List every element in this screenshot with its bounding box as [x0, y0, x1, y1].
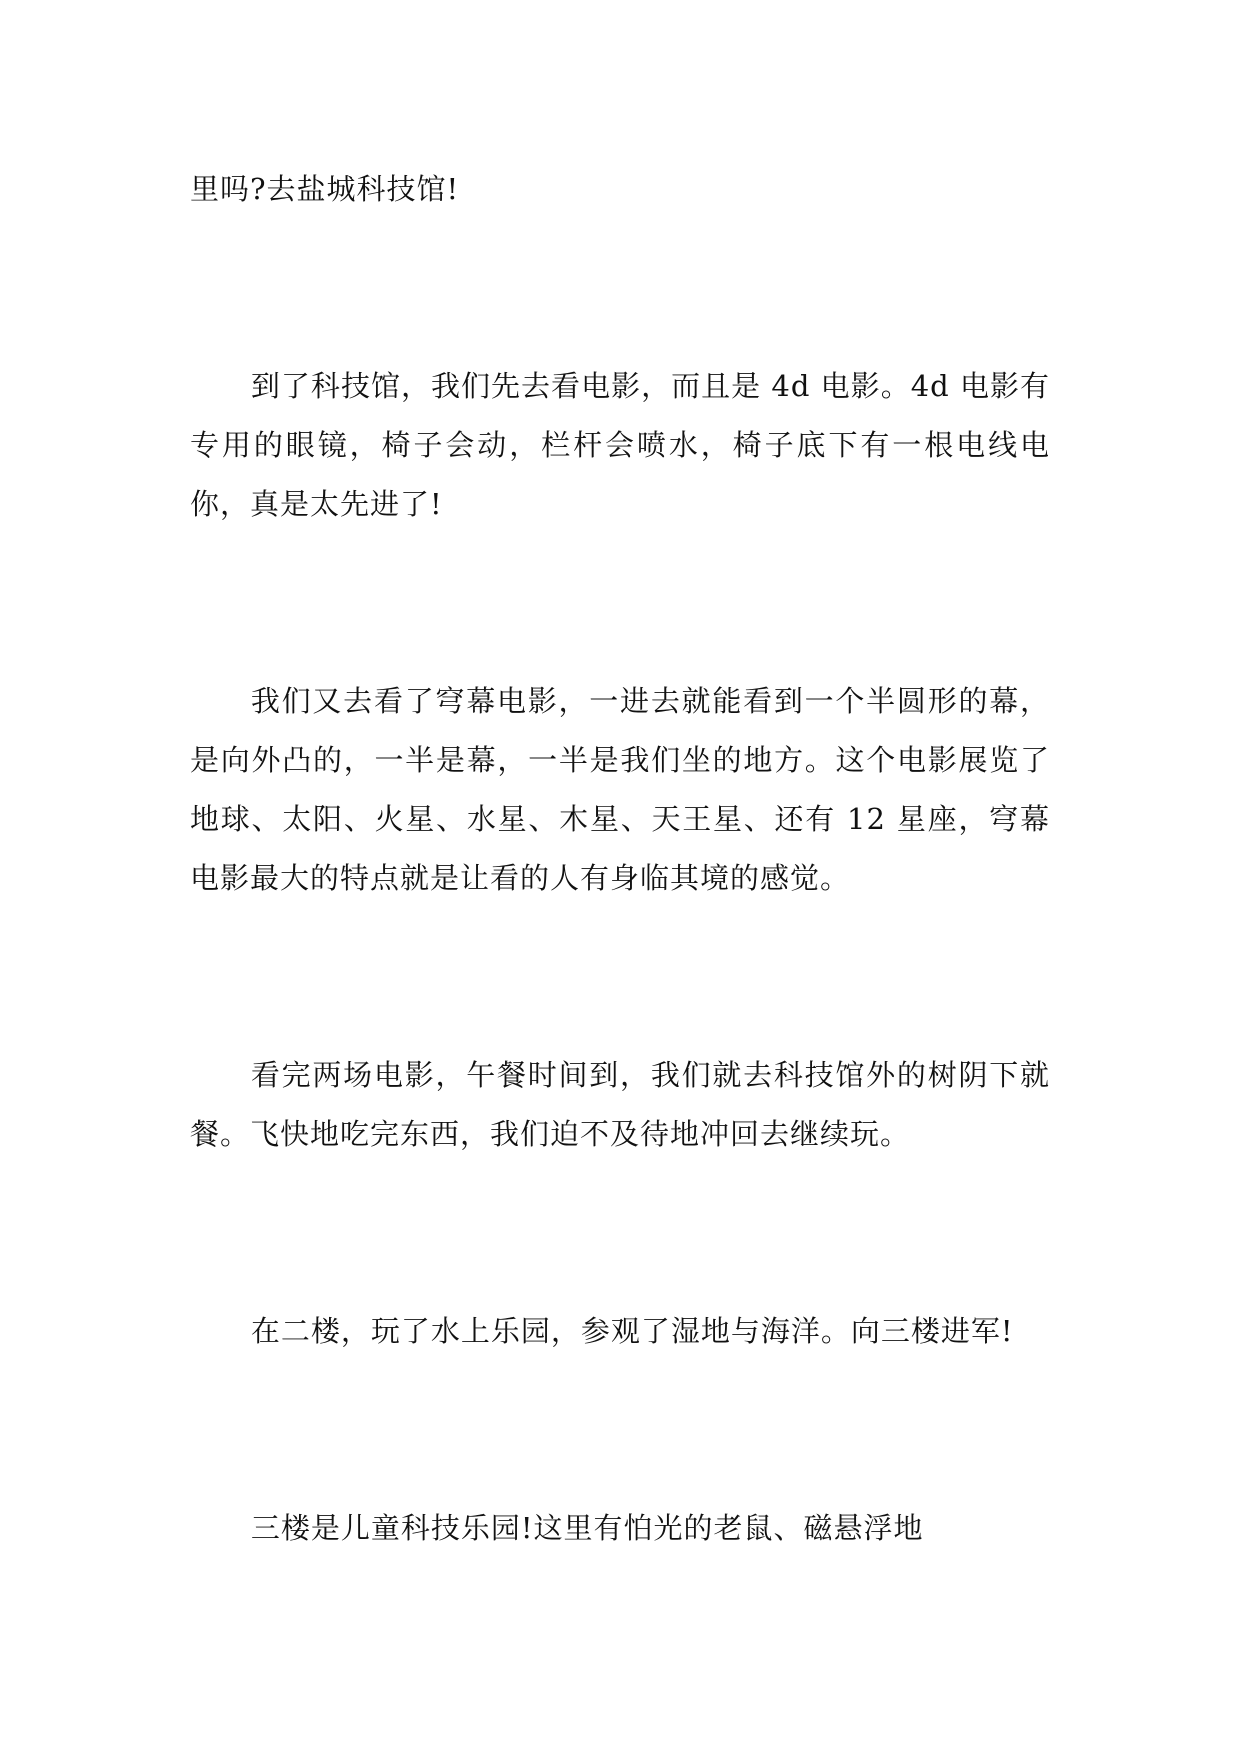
paragraph-6: 三楼是儿童科技乐园!这里有怕光的老鼠、磁悬浮地	[250, 1511, 924, 1545]
paragraph-4: 看完两场电影，午餐时间到，我们就去科技馆外的树阴下就餐。飞快地吃完东西，我们迫不及待地冲回去继续玩。	[190, 1058, 1050, 1151]
document-body	[190, 160, 1050, 1558]
paragraph-5: 在二楼，玩了水上乐园，参观了湿地与海洋。向三楼进军!	[250, 1314, 1014, 1348]
paragraph-2: 到了科技馆，我们先去看电影，而且是 4d 电影。4d 电影有专用的眼镜，椅子会动，栏杆会喷水，椅子底下有一根电线电你，真是太先进了!	[190, 369, 1050, 521]
paragraph-1: 里吗?去盐城科技馆!	[190, 172, 460, 206]
paragraph-3: 我们又去看了穹幕电影，一进去就能看到一个半圆形的幕，是向外凸的，一半是幕，一半是我们坐的地方。这个电影展览了地球、太阳、火星、水星、木星、天王星、还有 12 星座，穹幕电影最大的特点就是让看的人有身临其境的感觉。	[190, 684, 1050, 895]
